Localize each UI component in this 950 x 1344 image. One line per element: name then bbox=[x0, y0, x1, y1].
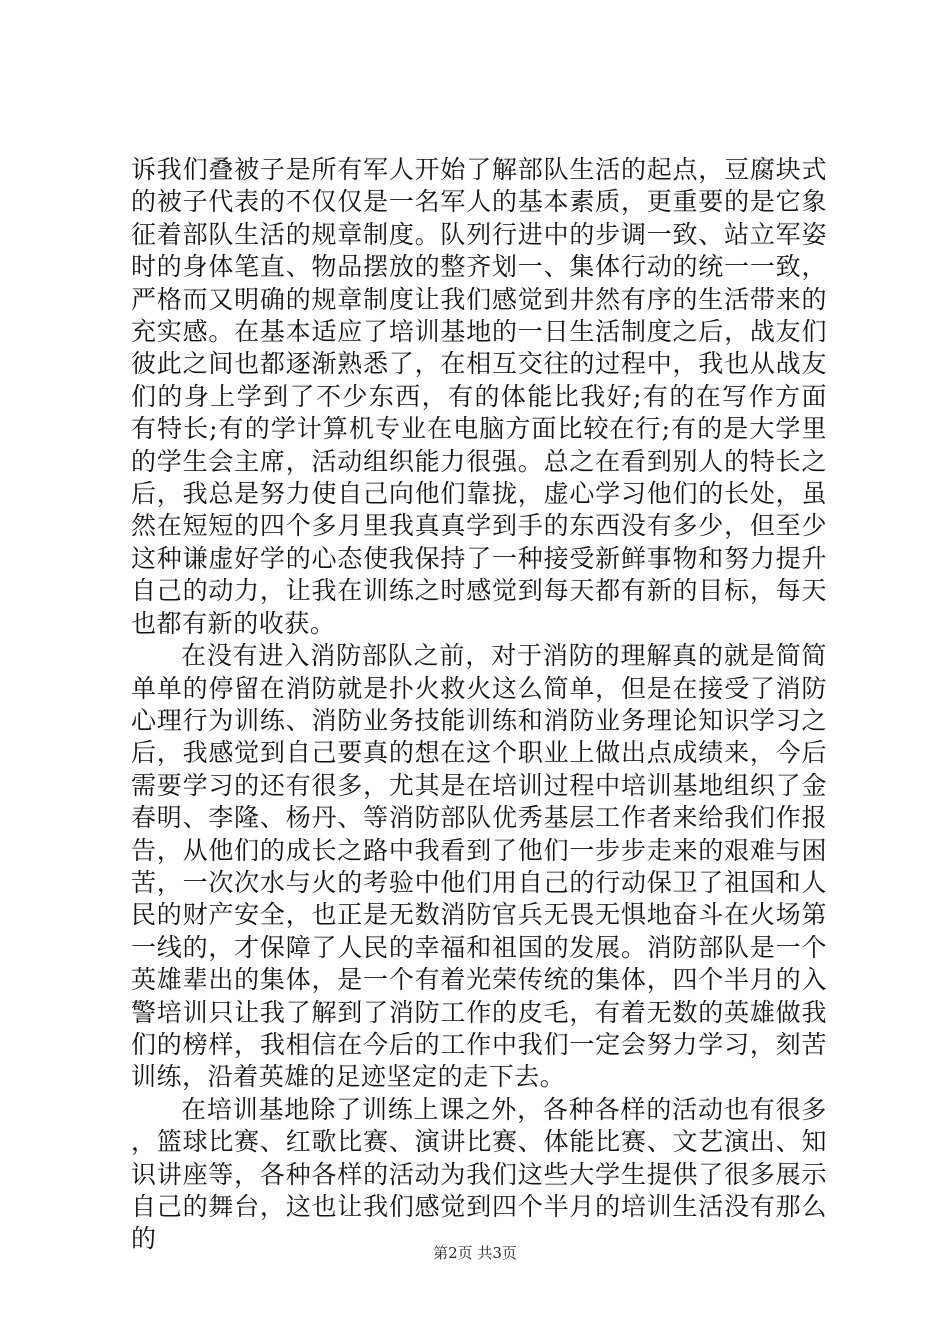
paragraph-3: 在培训基地除了训练上课之外，各种各样的活动也有很多，篮球比赛、红歌比赛、演讲比赛、体能比赛、文艺演出、知识讲座等，各种各样的活动为我们这些大学生提供了很多展示自己的舞台，这也让我们感觉到四个半月的培训生活没有那么的 bbox=[131, 1094, 827, 1254]
paragraph-2: 在没有进入消防部队之前，对于消防的理解真的就是简简单单的停留在消防就是扑火救火这么简单，但是在接受了消防心理行为训练、消防业务技能训练和消防业务理论知识学习之后，我感觉到自己要真的想在这个职业上做出点成绩来，今后需要学习的还有很多，尤其是在培训过程中培训基地组织了金春明、李隆、杨丹、等消防部队优秀基层工作者来给我们作报告，从他们的成长之路中我看到了他们一步步走来的艰难与困苦，一次次水与火的考验中他们用自己的行动保卫了祖国和人民的财产安全，也正是无数消防官兵无畏无惧地奋斗在火场第一线的，才保障了人民的幸福和祖国的发展。消防部队是一个英雄辈出的集体，是一个有着光荣传统的集体，四个半月的入警培训只让我了解到了消防工作的皮毛，有着无数的英雄做我们的榜样，我相信在今后的工作中我们一定会努力学习，刻苦训练，沿着英雄的足迹坚定的走下去。 bbox=[131, 641, 827, 1092]
page-footer: 第2页 共3页 bbox=[433, 1244, 517, 1262]
paragraph-1: 诉我们叠被子是所有军人开始了解部队生活的起点，豆腐块式的被子代表的不仅仅是一名军人的基本素质，更重要的是它象征着部队生活的规章制度。队列行进中的步调一致、站立军姿时的身体笔直、物品摆放的整齐划一、集体行动的统一一致，严格而又明确的规章制度让我们感觉到井然有序的生活带来的充实感。在基本适应了培训基地的一日生活制度之后，战友们彼此之间也都逐渐熟悉了，在相互交往的过程中，我也从战友们的身上学到了不少东西，有的体能比我好;有的在写作方面有特长;有的学计算机专业在电脑方面比较在行;有的是大学里的学生会主席，活动组织能力很强。总之在看到别人的特长之后，我总是努力使自己向他们靠拢，虚心学习他们的长处，虽然在短短的四个多月里我真真学到手的东西没有多少，但至少这种谦虚好学的心态使我保持了一种接受新鲜事物和努力提升自己的动力，让我在训练之时感觉到每天都有新的目标，每天也都有新的收获。 bbox=[131, 155, 827, 638]
document-body bbox=[131, 154, 827, 1256]
